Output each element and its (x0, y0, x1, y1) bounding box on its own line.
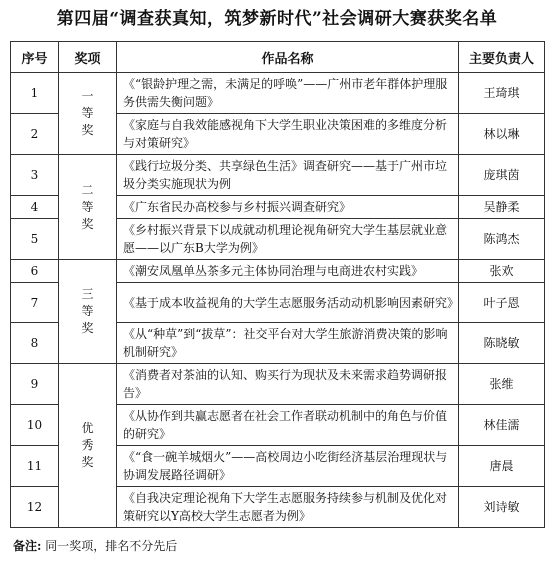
row-no: 7 (11, 283, 59, 323)
award-label: 二等奖 (81, 182, 94, 231)
row-no: 12 (11, 487, 59, 528)
leader-name: 林以琳 (459, 114, 545, 155)
award-second (59, 155, 117, 260)
header-no: 序号 (11, 42, 59, 73)
leader-name: 张维 (459, 364, 545, 405)
work-title: 《从协作到共赢志愿者在社会工作者联动机制中的角色与价值的研究》 (117, 405, 459, 446)
leader-name: 唐晨 (459, 446, 545, 487)
leader-name: 吴静柔 (459, 196, 545, 219)
work-title: 《践行垃圾分类、共享绿色生活》调查研究——基于广州市垃圾分类实施现状为例 (117, 155, 459, 196)
award-table (10, 41, 545, 528)
row-no: 6 (11, 260, 59, 283)
table-row (11, 364, 545, 405)
work-title: 《广东省民办高校参与乡村振兴调查研究》 (117, 196, 459, 219)
leader-name: 陈晓敏 (459, 323, 545, 364)
award-label: 优秀奖 (81, 421, 94, 469)
footnote-text: 同一奖项，排名不分先后 (45, 539, 178, 553)
work-title: 《消费者对茶油的认知、购买行为现状及未来需求趋势调研报告》 (117, 364, 459, 405)
table-header-row (11, 42, 545, 73)
work-title: 《自我决定理论视角下大学生志愿服务持续参与机制及优化对策研究以Y高校大学生志愿者为例》 (117, 487, 459, 528)
header-work: 作品名称 (117, 42, 459, 73)
footnote (13, 537, 177, 554)
row-no: 10 (11, 405, 59, 446)
table-row (11, 73, 545, 114)
award-excellent (59, 364, 117, 528)
work-title: 《从“种草”到“拔草”：社交平台对大学生旅游消费决策的影响机制研究》 (117, 323, 459, 364)
row-no: 9 (11, 364, 59, 405)
page-title: 第四届“调查获真知，筑梦新时代”社会调研大赛获奖名单 (56, 9, 498, 29)
row-no: 2 (11, 114, 59, 155)
award-third (59, 260, 117, 364)
work-title: 《基于成本收益视角的大学生志愿服务活动动机影响因素研究》 (117, 283, 459, 323)
header-leader: 主要负责人 (459, 42, 545, 73)
work-title: 《“银龄护理之需，未满足的呼唤”——广州市老年群体护理服务供需失衡问题》 (117, 73, 459, 114)
work-title: 《乡村振兴背景下以成就动机理论视角研究大学生基层就业意愿——以广东B大学为例》 (117, 219, 459, 260)
row-no: 3 (11, 155, 59, 196)
award-first (59, 73, 117, 155)
work-title: 《家庭与自我效能感视角下大学生职业决策困难的多维度分析与对策研究》 (117, 114, 459, 155)
leader-name: 张欢 (459, 260, 545, 283)
award-label: 三等奖 (81, 287, 94, 335)
leader-name: 庞琪茵 (459, 155, 545, 196)
footnote-label: 备注: (13, 539, 42, 553)
work-title: 《“食一碗羊城烟火”——高校周边小吃街经济基层治理现状与协调发展路径调研》 (117, 446, 459, 487)
row-no: 4 (11, 196, 59, 219)
leader-name: 林佳濡 (459, 405, 545, 446)
leader-name: 刘诗敏 (459, 487, 545, 528)
leader-name: 叶子恩 (459, 283, 545, 323)
leader-name: 陈鸿杰 (459, 219, 545, 260)
row-no: 5 (11, 219, 59, 260)
header-award: 奖项 (59, 42, 117, 73)
leader-name: 王琦琪 (459, 73, 545, 114)
table-row (11, 155, 545, 196)
work-title: 《潮安凤凰单丛茶多元主体协同治理与电商进农村实践》 (117, 260, 459, 283)
row-no: 11 (11, 446, 59, 487)
row-no: 8 (11, 323, 59, 364)
row-no: 1 (11, 73, 59, 114)
award-label: 一等奖 (81, 89, 94, 137)
table-row (11, 260, 545, 283)
